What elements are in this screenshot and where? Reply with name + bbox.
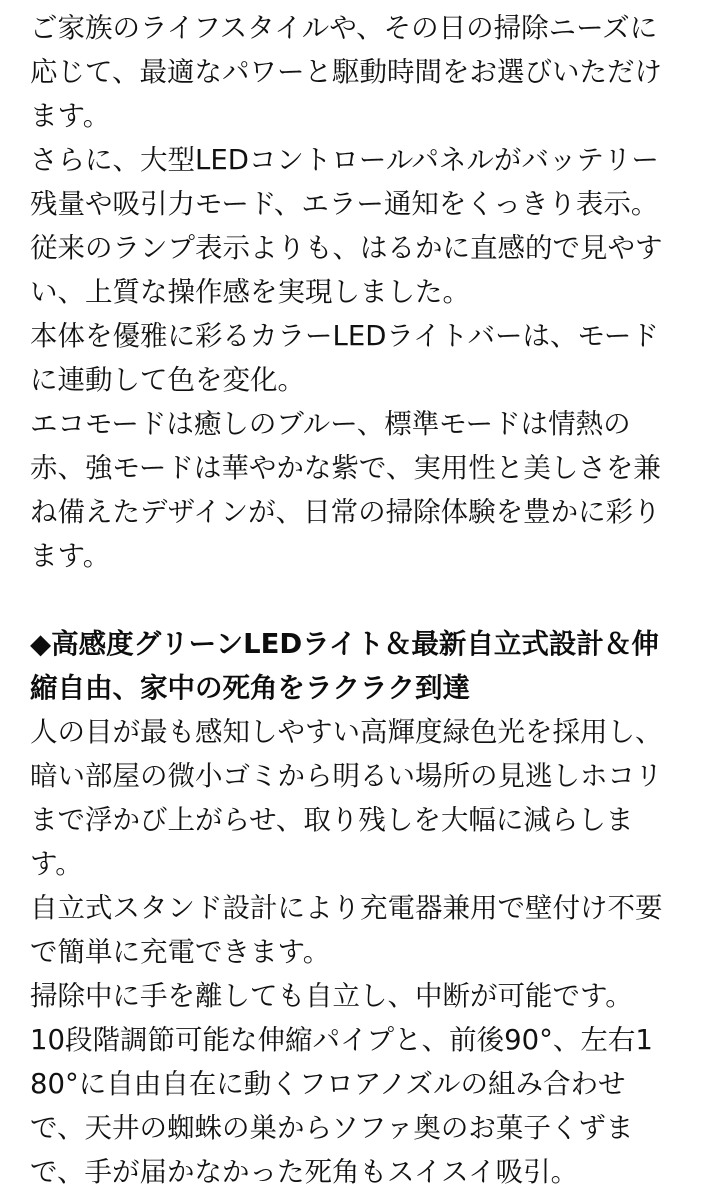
paragraph: ご家族のライフスタイルや、その日の掃除ニーズに応じて、最適なパワーと駆動時間をお選びいただけます。 [30,12,662,132]
paragraph: 10段階調節可能な伸縮パイプと、前後90°、左右180°に自由自在に動くフロアノズルの組み合わせで、天井の蜘蛛の巣からソファ奥のお菓子くずまで、手が届かなかった死角もスイスイ吸引。 [30,1024,653,1188]
paragraph: 本体を優雅に彩るカラーLEDライトバーは、モードに連動して色を変化。 [30,320,659,396]
paragraph: 自立式スタンド設計により充電器兼用で壁付け不要で簡単に充電できます。 [30,892,663,968]
paragraph: 掃除中に手を離しても自立し、中断が可能です。 [30,980,633,1012]
section-heading: ◆高感度グリーンLEDライト＆最新自立式設計＆伸縮自由、家中の死角をラクラク到達 [30,628,659,704]
section-divider-space [30,578,668,622]
paragraph: 人の目が最も感知しやすい高輝度緑色光を採用し、暗い部屋の微小ゴミから明るい場所の見逃しホコリまで浮かび上がらせ、取り残しを大幅に減らします。 [30,716,663,880]
section-product-power-and-led [30,6,668,578]
paragraph: エコモードは癒しのブルー、標準モードは情熱の赤、強モードは華やかな紫で、実用性と美しさを兼ね備えたデザインが、日常の掃除体験を豊かに彩ります。 [30,408,661,572]
section-green-led-and-stand [30,622,668,1194]
paragraph: さらに、大型LEDコントロールパネルがバッテリー残量や吸引力モード、エラー通知をくっきり表示。従来のランプ表示よりも、はるかに直感的で見やすい、上質な操作感を実現しました。 [30,144,663,308]
